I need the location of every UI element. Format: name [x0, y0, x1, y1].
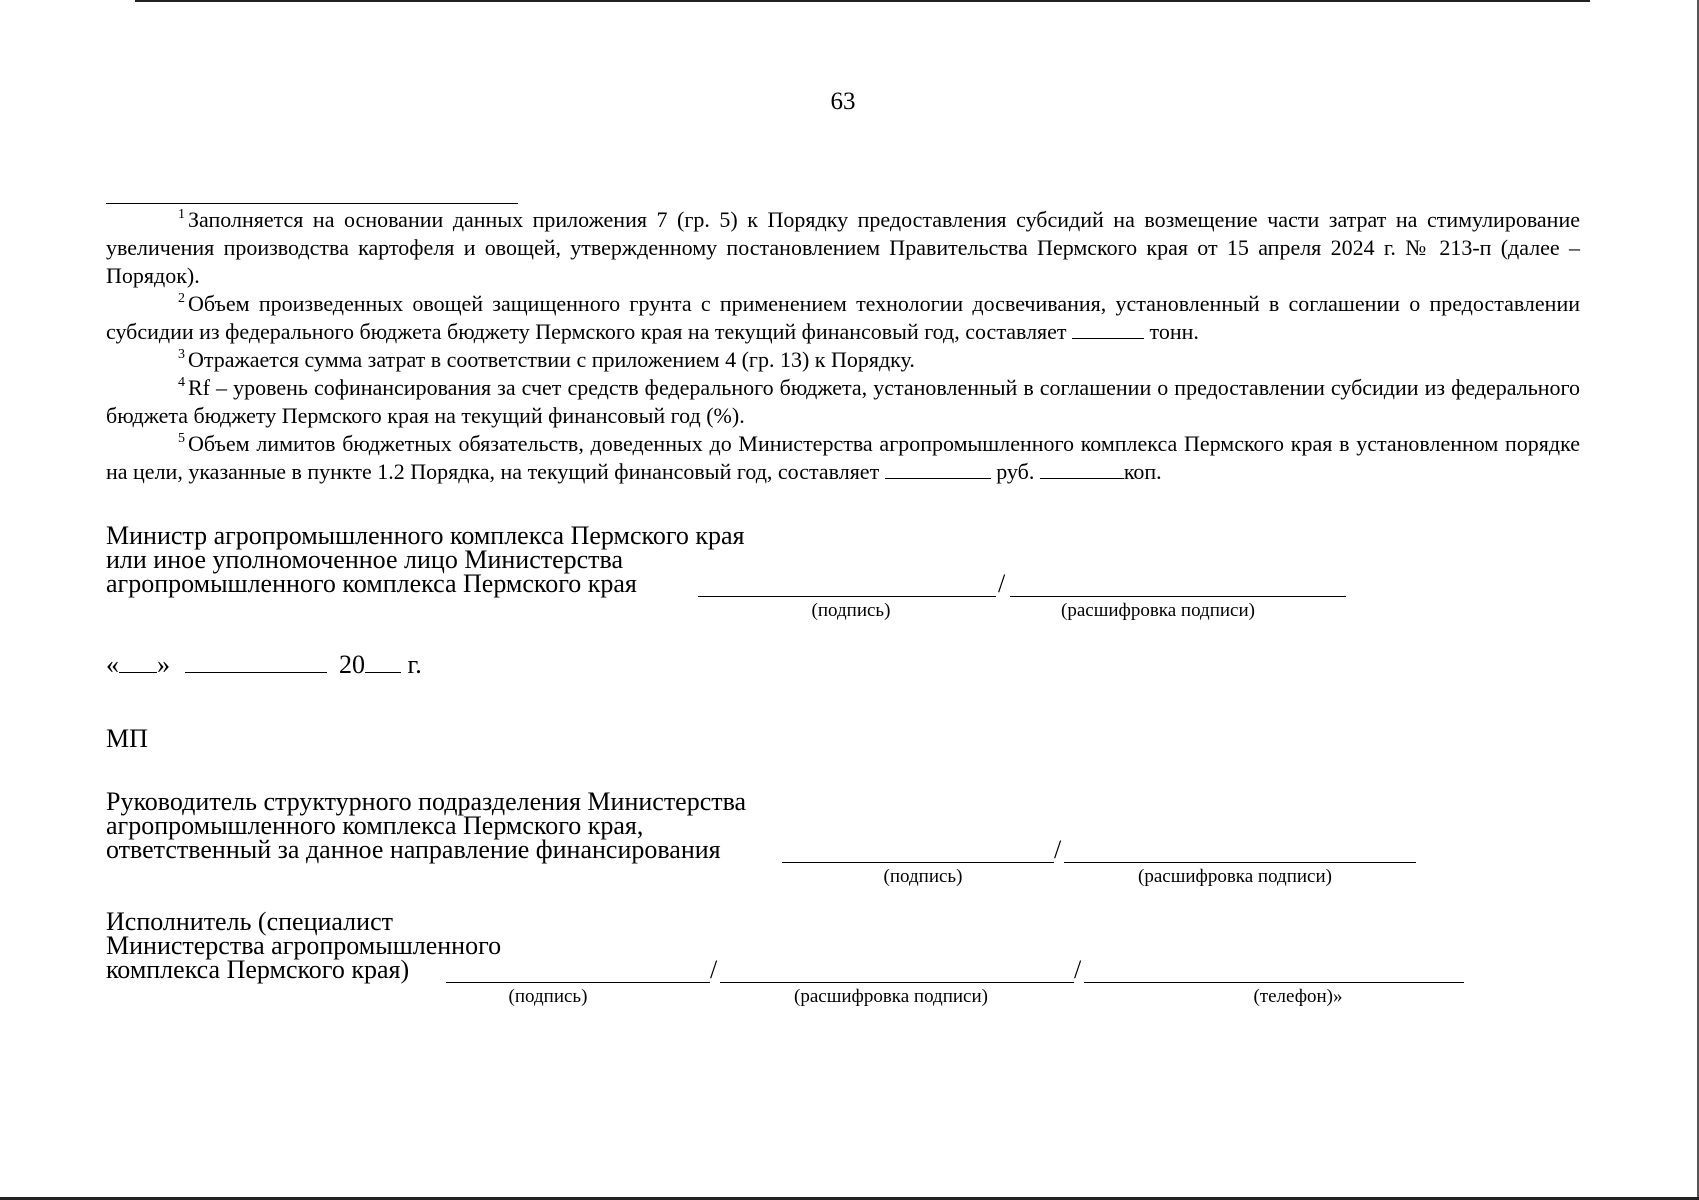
tonnage-blank-field[interactable] [1072, 320, 1144, 339]
minister-title-line: Министр агропромышленного комплекса Пермского края [106, 521, 745, 550]
page-number: 63 [830, 88, 856, 115]
executor-signature-line[interactable] [446, 982, 710, 983]
executor-title-line: комплекса Пермского края) [106, 955, 410, 984]
executor-title-line: Исполнитель (специалист [106, 907, 393, 936]
minister-signature-line[interactable] [698, 596, 996, 597]
minister-slash: / [998, 569, 1006, 598]
footnote-text: Объем произведенных овощей защищенного грунта с применением технологии досвечивания, установленный в соглашении о предоставлении субсидии из федерального бюджета бюджету Пермского края на текущий финансовый год, составляет [106, 291, 1580, 344]
head-title-line: ответственный за данное направление финансирования [106, 835, 721, 864]
head-signature-caption: (подпись) [883, 866, 963, 887]
executor-decode-line[interactable] [720, 982, 1074, 983]
footnotes [106, 206, 1580, 486]
minister-decode-caption: (расшифровка подписи) [1061, 600, 1255, 621]
page-border-top [135, 0, 1590, 2]
month-blank-field[interactable] [185, 650, 327, 673]
footnote-marker: 2 [178, 291, 185, 306]
footnote-separator [106, 203, 518, 204]
footnote-marker: 4 [178, 375, 185, 390]
minister-title-line: или иное уполномоченное лицо Министерства [106, 545, 624, 574]
head-decode-line[interactable] [1064, 862, 1416, 863]
kopecks-blank-field[interactable] [1040, 460, 1124, 479]
day-blank-field[interactable] [119, 650, 157, 673]
footnote-marker: 1 [178, 207, 185, 222]
executor-phone-line[interactable] [1084, 982, 1464, 983]
head-decode-caption: (расшифровка подписи) [1138, 866, 1332, 887]
date-close-quote: » [157, 650, 170, 679]
footnote-4 [106, 374, 1580, 430]
executor-title-line: Министерства агропромышленного [106, 931, 502, 960]
minister-title [106, 521, 745, 598]
executor-signature-caption: (подпись) [508, 986, 588, 1007]
head-slash: / [1054, 835, 1062, 864]
footnote-marker: 3 [178, 347, 185, 362]
date-open-quote: « [106, 650, 119, 679]
executor-decode-caption: (расшифровка подписи) [794, 986, 988, 1007]
minister-signature-caption: (подпись) [811, 600, 891, 621]
executor-slash-2: / [1074, 955, 1082, 984]
year-prefix: 20 [339, 650, 365, 679]
footnote-1 [106, 206, 1580, 290]
footnote-marker: 5 [178, 431, 185, 446]
footnote-text: Заполняется на основании данных приложения 7 (гр. 5) к Порядку предоставления субсидий на возмещение части затрат на стимулирование увеличения производства картофеля и овощей, утвержденному постановлением Правительства Пермского края от 15 апреля 2024 г. № 213-п (далее – Порядок). [106, 207, 1580, 288]
executor-phone-caption: (телефон)» [1253, 986, 1343, 1007]
head-signature-line[interactable] [782, 862, 1054, 863]
executor-slash-1: / [710, 955, 718, 984]
year-suffix: г. [407, 650, 422, 679]
head-title-line: агропромышленного комплекса Пермского края, [106, 811, 644, 840]
footnote-text: Объем лимитов бюджетных обязательств, доведенных до Министерства агропромышленного комплекса Пермского края в установленном порядке на цели, указанные в пункте 1.2 Порядка, на текущий финансовый год, составляет [106, 431, 1580, 484]
footnote-2 [106, 290, 1580, 346]
year-blank-field[interactable] [365, 650, 401, 673]
footnote-text-tail: коп. [1123, 459, 1162, 484]
stamp-place: МП [106, 724, 148, 753]
footnote-text: Rf – уровень софинансирования за счет средств федерального бюджета, установленный в соглашении о предоставлении субсидии из федерального бюджета бюджету Пермского края на текущий финансовый год (%). [106, 375, 1580, 428]
head-title [106, 787, 747, 864]
minister-decode-line[interactable] [1010, 596, 1346, 597]
rubles-blank-field[interactable] [885, 460, 991, 479]
minister-title-line: агропромышленного комплекса Пермского края [106, 569, 637, 598]
footnote-5 [106, 430, 1580, 486]
head-title-line: Руководитель структурного подразделения Министерства [106, 787, 747, 816]
footnote-text: Отражается сумма затрат в соответствии с приложением 4 (гр. 13) к Порядку. [188, 347, 915, 372]
date-line [106, 650, 422, 680]
executor-title [106, 907, 502, 984]
footnote-text-mid: руб. [996, 459, 1035, 484]
footnote-3 [106, 346, 1580, 374]
footnote-text-tail: тонн. [1149, 319, 1199, 344]
